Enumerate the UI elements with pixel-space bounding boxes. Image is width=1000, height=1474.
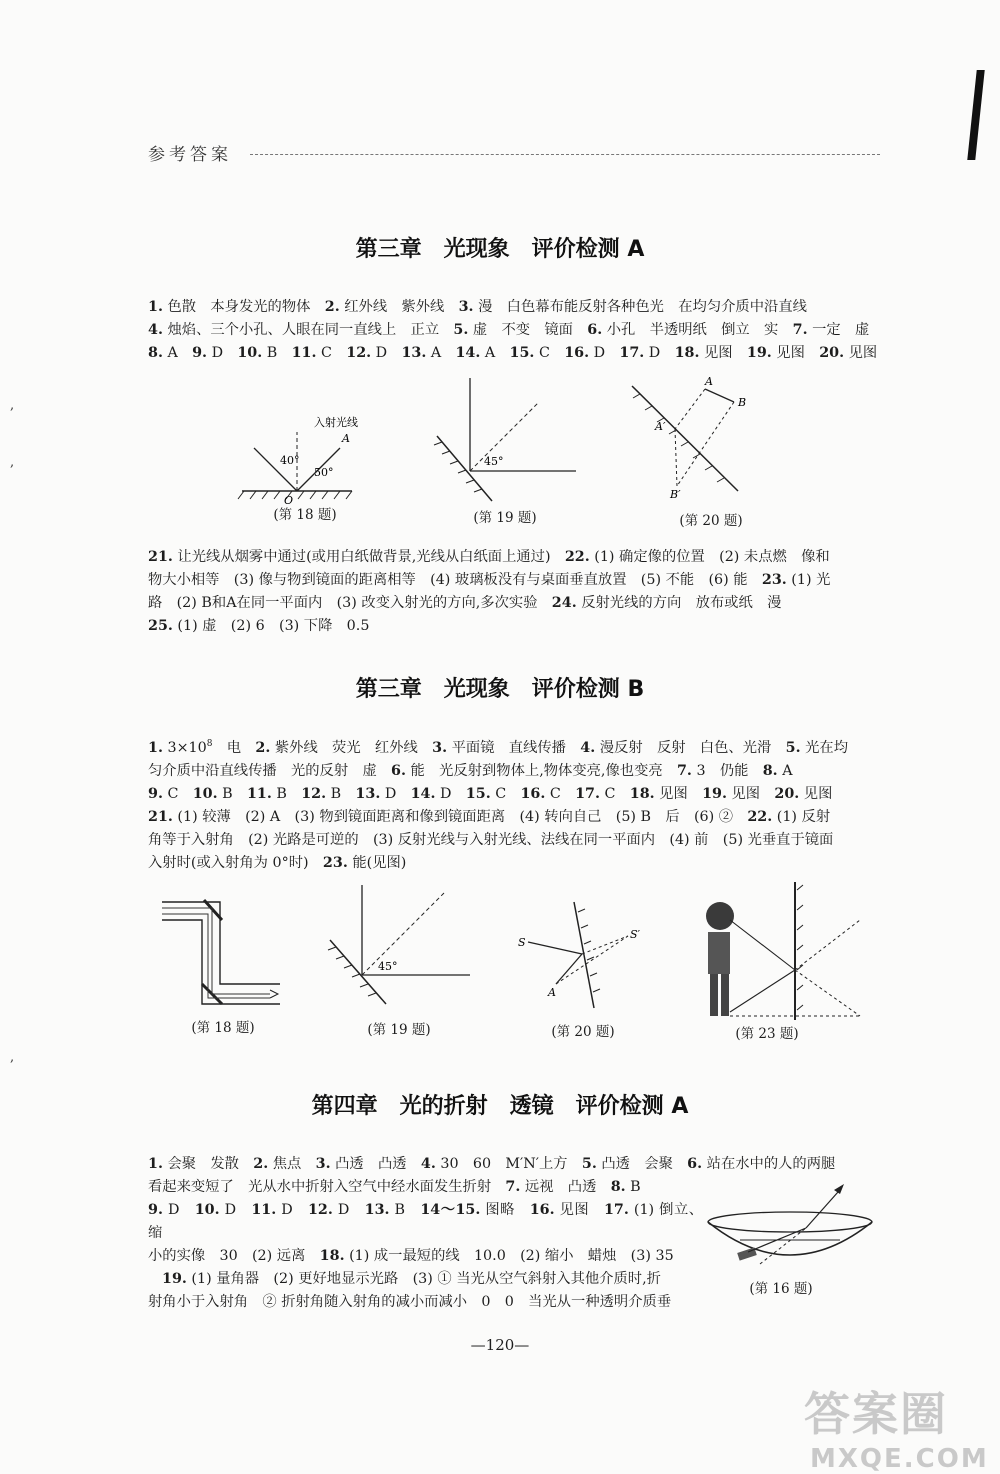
answer-text: 虚 不变 镜面	[468, 322, 588, 338]
fig-19-reflection	[434, 378, 576, 501]
svg-text:A: A	[705, 375, 713, 388]
question-number: 14～15.	[420, 1202, 481, 1218]
question-number: 22.	[564, 549, 590, 565]
section-title-3: 第四章 光的折射 透镜 评价检测 A	[311, 1094, 689, 1119]
answer-text: 路 (2) B和A在同一平面内 (3) 改变入射光的方向,多次实验	[148, 595, 552, 611]
s2-line-3	[148, 783, 880, 806]
s1-line-4	[148, 546, 880, 569]
question-number: 20.	[774, 785, 800, 802]
running-header: 参考答案	[148, 145, 232, 165]
answer-text: A	[162, 345, 193, 361]
answer-text: D	[371, 345, 402, 361]
answer-text: 见图	[654, 785, 703, 802]
answer-text: A	[426, 345, 456, 361]
question-number: 14.	[455, 345, 481, 361]
svg-text:S′: S′	[630, 928, 641, 941]
question-number: 4.	[420, 1156, 436, 1172]
fig-18-caption: (第 18 题)	[273, 507, 337, 523]
fig-18-reflection	[238, 415, 358, 507]
answer-text: 站在水中的人的两腿	[702, 1156, 836, 1172]
question-number: 10.	[237, 345, 263, 361]
question-number: 9.	[148, 1202, 163, 1218]
answer-text: 能 光反射到物体上,物体变亮,像也变亮	[405, 762, 677, 779]
answer-text: D	[380, 785, 411, 802]
question-number: 3.	[315, 1156, 331, 1172]
answer-text: 见图	[726, 785, 775, 802]
answer-text: (1) 虚 (2) 6 (3) 下降 0.5	[172, 618, 370, 634]
question-number: 7.	[676, 762, 692, 779]
question-number: 21.	[148, 549, 173, 565]
question-number: 19.	[746, 345, 772, 361]
answer-text: B	[326, 785, 356, 802]
question-number: 9.	[192, 345, 208, 361]
answer-text: 反射光线的方向 放布或纸 漫	[576, 595, 782, 611]
question-number: 1.	[148, 739, 163, 756]
answer-text: 能(见图)	[347, 854, 407, 871]
edge-shadow	[967, 70, 984, 160]
question-number: 16.	[529, 1202, 555, 1218]
answer-text: 见图	[554, 1202, 604, 1218]
svg-text:40°: 40°	[280, 454, 300, 467]
question-number: 12.	[301, 785, 327, 802]
question-number: 5.	[785, 739, 801, 756]
fig-16-bowl	[700, 1178, 880, 1288]
header-rule	[250, 154, 880, 155]
question-number: 20.	[819, 345, 845, 361]
question-number: 11.	[246, 785, 272, 802]
question-number: 9.	[148, 785, 163, 802]
s1-line-1	[148, 296, 880, 319]
answer-text: 平面镜 直线传播	[447, 739, 581, 756]
question-number: 2.	[253, 1156, 269, 1172]
question-number: 23.	[322, 854, 348, 871]
question-number: 10.	[192, 785, 218, 802]
question-number: 3.	[432, 739, 448, 756]
question-number: 13.	[401, 345, 427, 361]
answer-text: D	[435, 785, 466, 802]
question-number: 3.	[458, 299, 474, 315]
question-number: 1.	[148, 1156, 163, 1172]
question-number: 11.	[291, 345, 317, 361]
question-number: 8.	[148, 345, 163, 361]
s2-line-6	[148, 852, 880, 875]
section-1-text-bottom	[148, 546, 880, 638]
answer-text: 见图	[799, 785, 833, 802]
question-number: 6.	[687, 1156, 703, 1172]
s3-line-6	[148, 1291, 703, 1314]
answer-text: A	[777, 762, 793, 779]
s3-line-1	[148, 1153, 880, 1176]
margin-mark: ,	[10, 1050, 15, 1065]
question-number: 15.	[465, 785, 491, 802]
answer-text: (1) 光	[786, 572, 831, 588]
answer-text: D	[644, 345, 675, 361]
question-number: 12.	[307, 1202, 333, 1218]
s1-line-6	[148, 592, 880, 615]
answer-text: 物大小相等 (3) 像与物到镜面的距离相等 (4) 玻璃板没有与桌面垂直放置 (5) 不能 (6) 能	[148, 572, 762, 588]
question-number: 7.	[792, 322, 808, 338]
answer-text: A	[480, 345, 510, 361]
question-number: 15.	[509, 345, 535, 361]
answer-text: C	[162, 785, 193, 802]
answer-text: (1) 量角器 (2) 更好地显示光路 (3) ① 当光从空气斜射入其他介质时,折	[186, 1271, 661, 1287]
svg-text:S: S	[518, 936, 526, 949]
question-number: 18.	[674, 345, 700, 361]
svg-text:45°: 45°	[484, 455, 504, 468]
section-title-1: 第三章 光现象 评价检测 A	[355, 237, 645, 262]
s3-line-5	[148, 1268, 703, 1291]
question-number: 8.	[610, 1179, 626, 1195]
question-number: 8.	[762, 762, 778, 779]
fig-23-person-mirror	[706, 882, 860, 1020]
s2-line-2	[148, 760, 880, 783]
s1-line-5	[148, 569, 880, 592]
question-number: 19.	[702, 785, 727, 802]
question-number: 25.	[148, 618, 173, 634]
answer-text: B	[389, 1202, 421, 1218]
question-number: 2.	[255, 739, 271, 756]
s1-line-3	[148, 342, 880, 365]
question-number: 7.	[505, 1179, 521, 1195]
question-number: 21.	[148, 808, 173, 825]
s1-line-2	[148, 319, 880, 342]
question-number: 13.	[364, 1202, 390, 1218]
answer-text: B	[262, 345, 292, 361]
svg-text:B′: B′	[670, 488, 681, 501]
question-number: 18.	[319, 1248, 345, 1264]
answer-text: D	[207, 345, 238, 361]
watermark-logo: 答案圈	[804, 1387, 948, 1441]
section-1-text-top	[148, 296, 880, 365]
question-number: 16.	[564, 345, 590, 361]
svg-text:A: A	[548, 986, 556, 999]
answer-text: 入射时(或入射角为 0°时)	[148, 854, 323, 871]
answer-text: 烛焰、三个小孔、人眼在同一直线上 正立	[162, 322, 454, 338]
s2-line-4	[148, 806, 880, 829]
question-number: 6.	[391, 762, 406, 779]
margin-mark: ,	[10, 455, 15, 470]
question-number: 10.	[194, 1202, 220, 1218]
svg-text:45°: 45°	[378, 960, 398, 973]
question-number: 12.	[346, 345, 372, 361]
answer-text: 光在均	[800, 739, 848, 756]
fig-20-caption: (第 20 题)	[679, 513, 743, 529]
page-number: —120—	[470, 1336, 530, 1354]
s2-line-5	[148, 829, 880, 852]
answer-text: D	[162, 1202, 195, 1218]
question-number: 6.	[587, 322, 603, 338]
s3-line-4	[148, 1245, 703, 1268]
question-number: 1.	[148, 299, 163, 315]
answer-text: 图略	[480, 1202, 530, 1218]
section-3-text-wrap	[148, 1176, 703, 1314]
answer-text: (1) 确定像的位置 (2) 未点燃 像和	[589, 549, 830, 565]
s3-line-3	[148, 1199, 703, 1245]
answer-text: 3×10	[162, 739, 207, 756]
answer-text: (1) 成一最短的线 10.0 (2) 缩小 蜡烛 (3) 35	[344, 1248, 674, 1264]
question-number: 2.	[324, 299, 340, 315]
answer-text: 色散 本身发光的物体	[162, 299, 325, 315]
answer-text: C	[316, 345, 347, 361]
svg-text:B: B	[738, 396, 747, 409]
section-2-text	[148, 733, 880, 875]
answer-text: B	[625, 1179, 641, 1195]
answer-text: 紫外线 荧光 红外线	[270, 739, 433, 756]
answer-text: 看起来变短了 光从水中折射入空气中经水面发生折射	[148, 1179, 506, 1195]
answer-text: 小的实像 30 (2) 远离	[148, 1248, 320, 1264]
fig-16-caption: (第 16 题)	[749, 1281, 813, 1297]
question-number: 17.	[603, 1202, 629, 1218]
fig-20-image	[632, 375, 746, 501]
answer-text: D	[219, 1202, 252, 1218]
question-number: 23.	[761, 572, 787, 588]
answer-text: D	[589, 345, 620, 361]
answer-text: 3 仍能	[691, 762, 763, 779]
answer-text: (1) 反射	[772, 808, 831, 825]
answer-text: 远视 凸透	[520, 1179, 611, 1195]
question-number: 13.	[355, 785, 381, 802]
section-3-text-top	[148, 1153, 880, 1176]
s2-fig-19-caption: (第 19 题)	[367, 1022, 431, 1038]
s2-fig-23-caption: (第 23 题)	[735, 1026, 799, 1042]
answer-text: 会聚 发散	[162, 1156, 254, 1172]
s2-fig-20-caption: (第 20 题)	[551, 1024, 615, 1040]
answer-text: 漫反射 反射 白色、光滑	[595, 739, 786, 756]
answer-text: 一定 虚	[807, 322, 870, 338]
fig-20-image-b	[518, 902, 641, 1008]
answer-text: 让光线从烟雾中通过(或用白纸做背景,光线从白纸面上通过)	[172, 549, 565, 565]
question-number: 24.	[551, 595, 577, 611]
watermark	[804, 1378, 989, 1474]
answer-text: 见图	[699, 345, 747, 361]
question-number: 18.	[629, 785, 655, 802]
s2-line-1	[148, 733, 880, 760]
answer-text: 电	[212, 739, 256, 756]
answer-text: 角等于入射角 (2) 光路是可逆的 (3) 反射光线与入射光线、法线在同一平面内 (4) 前 (5) 光垂直于镜面	[148, 831, 834, 848]
answer-text: 漫 白色幕布能反射各种色光 在均匀介质中沿直线	[473, 299, 807, 315]
fig-18-periscope	[162, 900, 280, 1004]
section-title-2: 第三章 光现象 评价检测 B	[355, 677, 645, 702]
answer-text: C	[599, 785, 630, 802]
fig-19-reflection-b	[328, 885, 470, 1004]
question-number: 22.	[747, 808, 773, 825]
section-2-figures	[150, 880, 890, 1020]
svg-text:O: O	[284, 494, 294, 507]
superscript: 8	[206, 739, 213, 749]
s2-fig-18-caption: (第 18 题)	[191, 1020, 255, 1036]
question-number: 5.	[581, 1156, 597, 1172]
answer-text: 30 60 M′N′上方	[435, 1156, 582, 1172]
answer-text: (1) 倒立、缩	[148, 1202, 704, 1241]
fig-19-caption: (第 19 题)	[473, 510, 537, 526]
question-number: 14.	[410, 785, 436, 802]
svg-text:A: A	[342, 432, 350, 445]
answer-text: D	[332, 1202, 365, 1218]
answer-text: 匀介质中沿直线传播 光的反射 虚	[148, 762, 392, 779]
s3-line-2	[148, 1176, 703, 1199]
question-number: 4.	[580, 739, 596, 756]
question-number: 11.	[251, 1202, 277, 1218]
margin-mark: ,	[10, 398, 15, 413]
question-number: 5.	[453, 322, 469, 338]
question-number: 19.	[162, 1271, 187, 1287]
question-number: 17.	[619, 345, 645, 361]
answer-text: C	[534, 345, 565, 361]
watermark-url: MXQE.COM	[810, 1444, 989, 1474]
answer-text: 焦点	[268, 1156, 316, 1172]
answer-text: 见图	[844, 345, 878, 361]
answer-text: (1) 较薄 (2) A (3) 物到镜面距离和像到镜面距离 (4) 转向自己 (5) B 后 (6) ②	[172, 808, 748, 825]
answer-text: B	[217, 785, 247, 802]
svg-text:50°: 50°	[314, 466, 334, 479]
answer-text: C	[490, 785, 521, 802]
question-number: 4.	[148, 322, 163, 338]
svg-text:入射光线: 入射光线	[314, 416, 358, 429]
answer-text: D	[276, 1202, 308, 1218]
answer-text: B	[271, 785, 302, 802]
s1-line-7	[148, 615, 880, 638]
question-number: 16.	[520, 785, 546, 802]
answer-text: C	[545, 785, 576, 802]
answer-text: 见图	[771, 345, 820, 361]
answer-text: 射角小于入射角 ② 折射角随入射角的减小而减小 0 0 当光从一种透明介质垂	[148, 1294, 672, 1310]
answer-text: 红外线 紫外线	[339, 299, 459, 315]
answer-text: 小孔 半透明纸 倒立 实	[602, 322, 793, 338]
answer-text: 凸透 会聚	[596, 1156, 688, 1172]
question-number: 17.	[575, 785, 600, 802]
answer-text: 凸透 凸透	[330, 1156, 421, 1172]
svg-text:A′: A′	[655, 420, 666, 433]
